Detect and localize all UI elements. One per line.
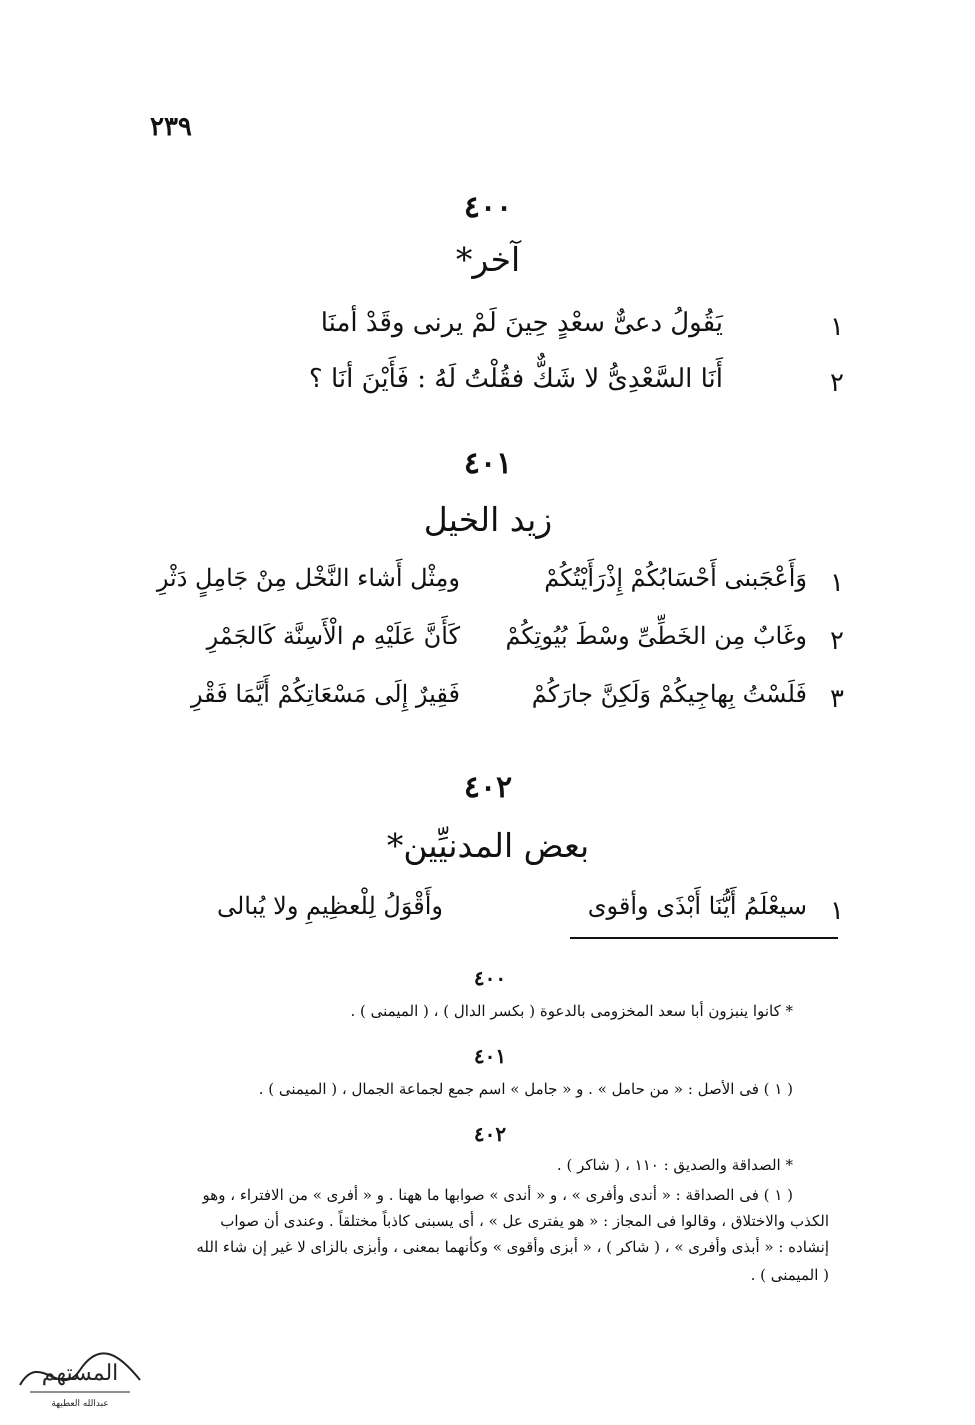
footnote-number-402: ٤٠٢ bbox=[473, 1122, 507, 1146]
stamp-sub-text: عبدالله العطيهة bbox=[51, 1399, 109, 1409]
footnote-line: الكذب والاختلاق ، وقالوا فى المجاز : « هو يفترى عل » ، أى يسبنى كاذباً مختلقاً . وعندى أن صواب bbox=[220, 1212, 829, 1230]
verse-number: ١ bbox=[830, 312, 844, 342]
hemistich-first: سيعْلَمُ أَيُّنَا أَبْذَى وأقوى bbox=[587, 892, 807, 920]
footnote-line: * الصداقة والصديق : ١١٠ ، ( شاكر ) . bbox=[556, 1156, 793, 1174]
section-number-400: ٤٠٠ bbox=[463, 190, 513, 225]
footnote-separator bbox=[570, 937, 838, 939]
hemistich-second: فَقِيرٌ إِلَى مَسْعَاتِكُمْ أَيَّمَا فَقْرِ bbox=[190, 680, 460, 708]
verse-line: أَنَا السَّعْدِىُّ لا شَكٌّ فقُلْتُ لَهُ : فَأَيْنَ أنَا ؟ bbox=[308, 364, 723, 394]
library-stamp-logo bbox=[10, 1330, 150, 1410]
hemistich-first: وَأَعْجَبنى أَحْسَابُكُمْ إِذْرَأَيْتُكُمْ bbox=[544, 564, 807, 592]
section-number-402: ٤٠٢ bbox=[463, 770, 513, 805]
hemistich-first: فَلَسْتُ بِهاجِيكُمْ وَلَكِنَّ جارَكُمْ bbox=[531, 680, 807, 708]
footnote-line: ( ١ ) فى الأصل : « من حامل » . و « جامل » اسم جمع لجماعة الجمال ، ( الميمنى ) . bbox=[258, 1080, 793, 1098]
verse-number: ٢ bbox=[830, 368, 844, 398]
page-number: ٢٣٩ bbox=[150, 112, 192, 142]
verse-number: ١ bbox=[830, 896, 844, 926]
footnote-line: ( ١ ) فى الصداقة : « أندى وأفرى » ، و « أندى » صوابها ما ههنا . و « أفرى » من الافتراء ، وهو bbox=[202, 1186, 793, 1204]
footnote-number-400: ٤٠٠ bbox=[473, 966, 507, 990]
verse-line: يَقُولُ دعىٌّ سعْدٍ حِينَ لَمْ يرنى وقَدْ أمنَا bbox=[320, 308, 723, 338]
verse-number: ٣ bbox=[830, 684, 844, 714]
hemistich-second: وأَقْوَلُ لِلْعظِيمِ ولا يُبالى bbox=[216, 892, 443, 920]
stamp-main-text: المستهم bbox=[41, 1361, 119, 1386]
section-title-400: آخر* bbox=[455, 240, 521, 279]
section-number-401: ٤٠١ bbox=[463, 446, 513, 481]
footnote-line: ( الميمنى ) . bbox=[750, 1266, 829, 1284]
hemistich-second: ومِثْل أَشاء النَّخْل مِنْ جَامِلٍ دَثْرِ bbox=[156, 564, 460, 592]
section-title-402: بعض المدنيِّين* bbox=[386, 826, 590, 865]
hemistich-first: وغَابٌ مِن الخَطِّىِّ وسْطَ بُيُوتِكُمْ bbox=[505, 622, 807, 650]
verse-number: ٢ bbox=[830, 626, 844, 656]
section-title-401: زيد الخيل bbox=[423, 500, 553, 539]
footnote-number-401: ٤٠١ bbox=[473, 1044, 507, 1068]
footnote-line: إنشاده : « أبذى وأفرى » ، ( شاكر ) ، « أبزى وأقوى » وكأنهما بمعنى ، وأبزى بالزاى لا غير إن شاء الله bbox=[196, 1238, 829, 1256]
verse-number: ١ bbox=[830, 568, 844, 598]
footnote-line: * كانوا ينبزون أبا سعد المخزومى بالدعوة ( بكسر الدال ) ، ( الميمنى ) . bbox=[350, 1002, 793, 1020]
hemistich-second: كَأَنَّ عَلَيْهِ م الْأَسِنَّة كَالجَمْرِ bbox=[206, 622, 460, 650]
